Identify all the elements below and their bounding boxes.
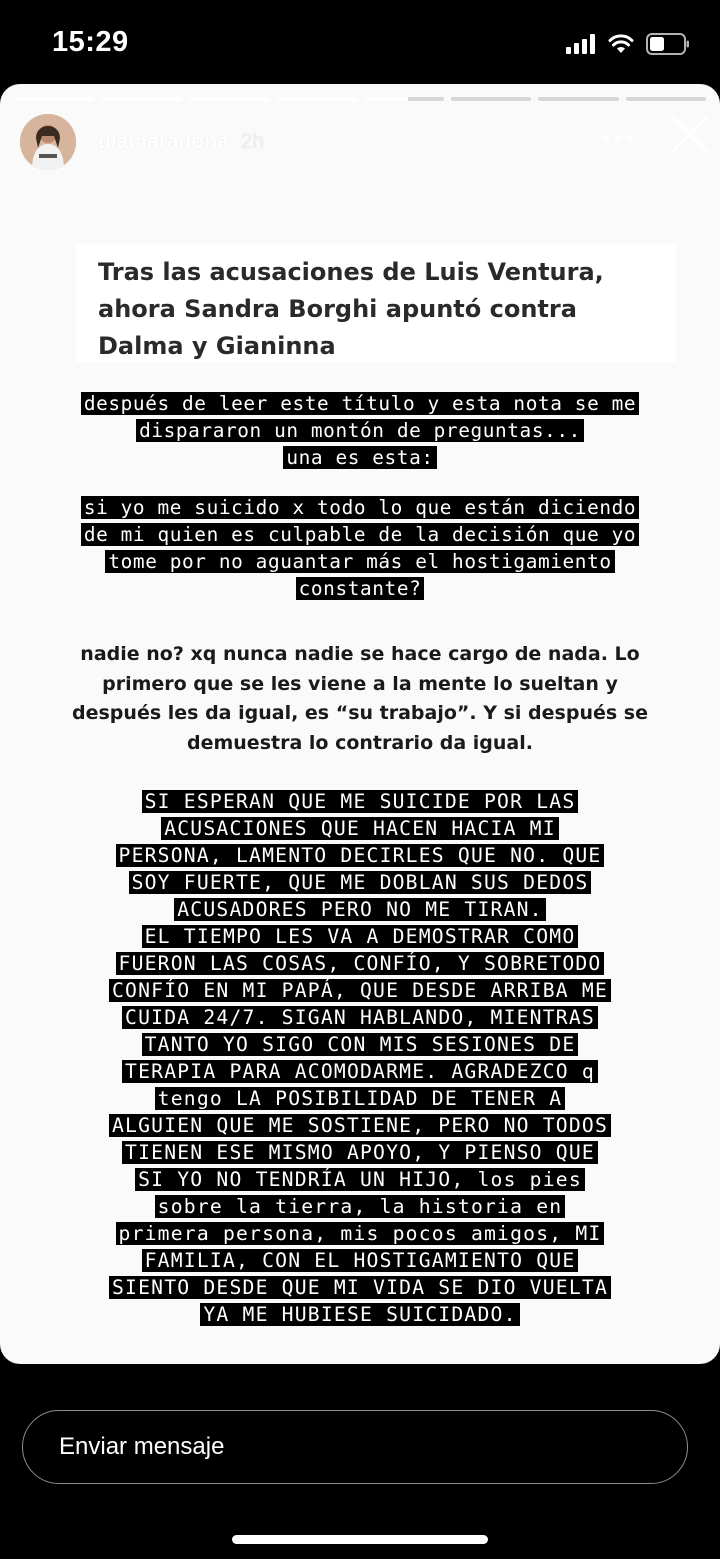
text-line: CONFÍO EN MI PAPÁ, QUE DESDE ARRIBA ME [109,979,611,1002]
text-line: SIENTO DESDE QUE MI VIDA SE DIO VUELTA [109,1276,611,1299]
paragraph-line: primero que se les viene a la mente lo sueltan y [102,672,618,695]
story-progress-fill [101,97,181,101]
story-card[interactable] [0,84,720,1364]
paragraph-line: después les da igual, es “su trabajo”. Y si después se [72,702,648,724]
story-text-block-uppercase [0,788,720,1328]
story-progress-fill [189,97,269,101]
more-options-button[interactable] [598,124,638,154]
status-icons [566,30,690,58]
text-line: sobre la tierra, la historia en [155,1195,566,1218]
text-line: CUIDA 24/7. SIGAN HABLANDO, MIENTRAS [122,1006,598,1029]
text-line: ACUSACIONES QUE HACEN HACIA MI [161,817,559,840]
story-progress-segment [626,97,706,101]
send-message-input[interactable] [22,1410,688,1484]
story-progress-fill [276,97,356,101]
avatar[interactable] [20,114,76,170]
headline-line: ahora Sandra Borghi apuntó contra [98,295,577,323]
text-line: si yo me suicido x todo lo que están diciendo [81,496,639,519]
text-line: ALGUIEN QUE ME SOSTIENE, PERO NO TODOS [109,1114,611,1137]
article-headline-box [76,244,676,362]
send-message-placeholder[interactable]: Enviar mensaje [59,1433,225,1460]
paragraph-line: nadie no? xq nunca nadie se hace cargo de nada. Lo [80,643,640,665]
text-line: PERSONA, LAMENTO DECIRLES QUE NO. QUE [116,844,605,867]
status-time: 15:29 [52,26,129,58]
text-line: SI ESPERAN QUE ME SUICIDE POR LAS [142,790,579,813]
story-time-ago: 2h [240,130,265,153]
text-line: YA ME HUBIESE SUICIDADO. [200,1303,519,1326]
close-icon [670,114,710,154]
text-line: dispararon un montón de preguntas... [136,419,584,442]
text-line: FUERON LAS COSAS, CONFÍO, Y SOBRETODO [116,952,605,975]
article-headline [98,254,668,365]
text-line: TERAPIA PARA ACOMODARME. AGRADEZCO q [122,1060,598,1083]
text-line: SOY FUERTE, QUE ME DOBLAN SUS DEDOS [129,871,592,894]
close-button[interactable] [670,114,710,154]
paragraph-line: demuestra lo contrario da igual. [187,731,533,754]
story-progress-bars [14,97,706,101]
wifi-icon [608,34,634,54]
story-progress-segment [538,97,618,101]
text-line: SI YO NO TENDRÍA UN HIJO, los pies [135,1168,585,1191]
text-line: de mi quien es culpable de la decisión que yo [81,523,639,546]
signal-icon [566,34,596,54]
story-progress-segment [451,97,531,101]
text-line: ACUSADORES PERO NO ME TIRAN. [174,898,545,921]
story-header [20,114,710,170]
story-username-line [98,130,264,154]
text-line: FAMILIA, CON EL HOSTIGAMIENTO QUE [142,1249,579,1272]
story-progress-segment [276,97,356,101]
text-line: TIENEN ESE MISMO APOYO, Y PIENSO QUE [122,1141,598,1164]
text-line: primera persona, mis pocos amigos, MI [116,1222,605,1245]
story-text-block-2 [0,494,720,602]
story-progress-segment [101,97,181,101]
username[interactable]: giamaradona [98,130,229,153]
text-line: una es esta: [283,446,436,469]
story-progress-segment [14,97,94,101]
text-line: tengo LA POSIBILIDAD DE TENER A [155,1087,566,1110]
home-indicator[interactable] [232,1535,488,1544]
more-dots-icon [598,124,638,154]
story-paragraph [40,640,680,758]
headline-line: Tras las acusaciones de Luis Ventura, [98,258,604,286]
story-progress-segment [364,97,444,101]
status-bar [0,0,720,84]
text-line: después de leer este título y esta nota se me [81,392,639,415]
story-progress-segment [189,97,269,101]
headline-line: Dalma y Gianinna [98,332,336,360]
text-line: EL TIEMPO LES VA A DEMOSTRAR COMO [142,925,579,948]
battery-icon [646,33,690,55]
text-line: tome por no aguantar más el hostigamiento [105,550,614,573]
text-line: constante? [296,577,425,600]
story-text-block-1 [0,390,720,471]
story-progress-fill [364,97,408,101]
story-progress-fill [14,97,94,101]
text-line: TANTO YO SIGO CON MIS SESIONES DE [142,1033,579,1056]
